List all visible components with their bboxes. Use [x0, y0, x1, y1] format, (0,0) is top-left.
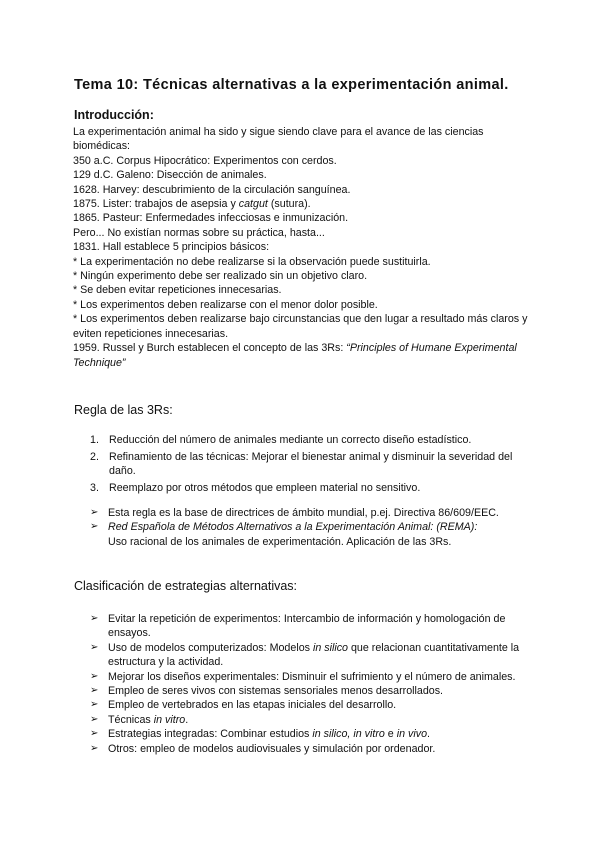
rule-number: 3.	[90, 482, 99, 495]
strategy-item	[90, 684, 530, 698]
strategy-item	[90, 670, 530, 684]
strategy-italic: in silico	[312, 641, 348, 654]
intro-line-russel	[73, 341, 543, 370]
rule-heading: Regla de las 3Rs:	[74, 403, 173, 417]
rema-italic: Red Española de Métodos Alternativos a la Experimentación Animal: (REMA):	[108, 521, 478, 534]
rule-text: Reducción del número de animales mediante un correcto diseño estadístico.	[109, 434, 472, 446]
intro-line: 1831. Hall establece 5 principios básicos:	[73, 241, 270, 254]
intro-line-lister	[73, 197, 543, 211]
strategy-text: Técnicas	[108, 713, 154, 726]
strategies-list	[90, 612, 530, 756]
strategy-text-mid: e	[384, 728, 397, 741]
rule-item	[90, 433, 530, 447]
intro-line: 129 d.C. Galeno: Disección de animales.	[73, 169, 267, 182]
rule-number: 1.	[90, 434, 99, 446]
rule-item	[90, 481, 530, 495]
arrow-bullet-icon: ➢	[90, 728, 99, 740]
document-title: Tema 10: Técnicas alternativas a la experimentación animal.	[74, 77, 509, 93]
strategy-italic: in silico, in vitro	[312, 728, 385, 741]
strategy-text: Empleo de seres vivos con sistemas sensoriales menos desarrollados.	[108, 685, 444, 698]
rule-notes	[90, 506, 530, 549]
strategy-text-after: .	[185, 713, 189, 726]
lister-text: 1875. Lister: trabajos de asepsia y	[73, 198, 239, 211]
arrow-bullet-icon: ➢	[90, 713, 99, 725]
arrow-bullet-icon: ➢	[90, 507, 99, 518]
intro-line: 350 a.C. Corpus Hipocrático: Experimentos con cerdos.	[73, 154, 337, 167]
strategy-text: Evitar la repetición de experimentos: Intercambio de información y homologación de ensayos.	[108, 613, 506, 640]
strategy-item	[90, 641, 530, 670]
strategy-item	[90, 727, 530, 741]
strategy-text: Uso de modelos computerizados: Modelos	[108, 641, 313, 654]
strategy-text: Mejorar los diseños experimentales: Disminuir el sufrimiento y el número de animales.	[108, 670, 516, 683]
strategy-item	[90, 713, 530, 727]
strategy-text-after: que relacionan cuantitativamente la estructura y la actividad.	[108, 641, 520, 669]
arrow-bullet-icon: ➢	[90, 521, 99, 533]
strategy-text-after: .	[427, 728, 430, 741]
principle-line: * La experimentación no debe realizarse si la observación puede sustituirla.	[73, 255, 431, 268]
note-directive	[90, 506, 530, 520]
rule-list	[90, 433, 530, 498]
principle-line: * Los experimentos deben realizarse bajo circunstancias que den lugar a resultado más claros y eviten repeticiones innecesarias.	[73, 313, 528, 340]
strategy-italic: in vitro	[153, 713, 186, 726]
note-text: Esta regla es la base de directrices de ámbito mundial, p.ej. Directiva 86/609/EEC.	[108, 507, 499, 519]
arrow-bullet-icon: ➢	[90, 613, 99, 624]
intro-line: La experimentación animal ha sido y sigue siendo clave para el avance de las ciencias biomédicas:	[73, 126, 484, 153]
arrow-bullet-icon: ➢	[90, 670, 99, 682]
rema-text: Uso racional de los animales de experimentación. Aplicación de las 3Rs.	[108, 535, 452, 548]
note-rema	[90, 520, 530, 549]
strategy-item	[90, 612, 530, 641]
intro-heading: Introducción:	[74, 108, 154, 122]
intro-line: Pero... No existían normas sobre su práctica, hasta...	[73, 226, 325, 239]
strategy-text: Empleo de vertebrados en las etapas iniciales del desarrollo.	[108, 699, 397, 712]
strategies-heading: Clasificación de estrategias alternativas:	[74, 579, 298, 593]
strategy-item	[90, 742, 530, 756]
intro-lines	[73, 125, 543, 370]
rule-item	[90, 450, 530, 479]
strategy-italic: in vivo	[396, 728, 428, 741]
strategy-text: Estrategias integradas: Combinar estudios	[108, 728, 313, 741]
lister-italic: catgut	[238, 198, 268, 211]
principle-line: * Los experimentos deben realizarse con el menor dolor posible.	[73, 298, 378, 311]
rule-number: 2.	[90, 450, 99, 463]
arrow-bullet-icon: ➢	[90, 641, 99, 653]
principle-line: * Ningún experimento debe ser realizado sin un objetivo claro.	[73, 270, 368, 283]
rule-text: Reemplazo por otros métodos que empleen material no sensitivo.	[109, 482, 421, 495]
arrow-bullet-icon: ➢	[90, 742, 99, 754]
intro-line: 1865. Pasteur: Enfermedades infecciosas e inmunización.	[73, 212, 349, 225]
principle-line: * Se deben evitar repeticiones innecesarias.	[73, 284, 282, 297]
intro-line: 1628. Harvey: descubrimiento de la circulación sanguínea.	[73, 183, 351, 196]
strategy-item	[90, 698, 530, 712]
russel-text: 1959. Russel y Burch establecen el concepto de las 3Rs:	[73, 342, 347, 355]
arrow-bullet-icon: ➢	[90, 699, 99, 711]
strategy-text: Otros: empleo de modelos audiovisuales y simulación por ordenador.	[108, 742, 436, 755]
rule-text: Refinamiento de las técnicas: Mejorar el bienestar animal y disminuir la severidad del daño.	[109, 450, 513, 478]
arrow-bullet-icon: ➢	[90, 685, 99, 697]
lister-after: (sutura).	[267, 198, 311, 211]
russel-italic: “Principles of Humane Experimental Technique”	[73, 342, 517, 369]
